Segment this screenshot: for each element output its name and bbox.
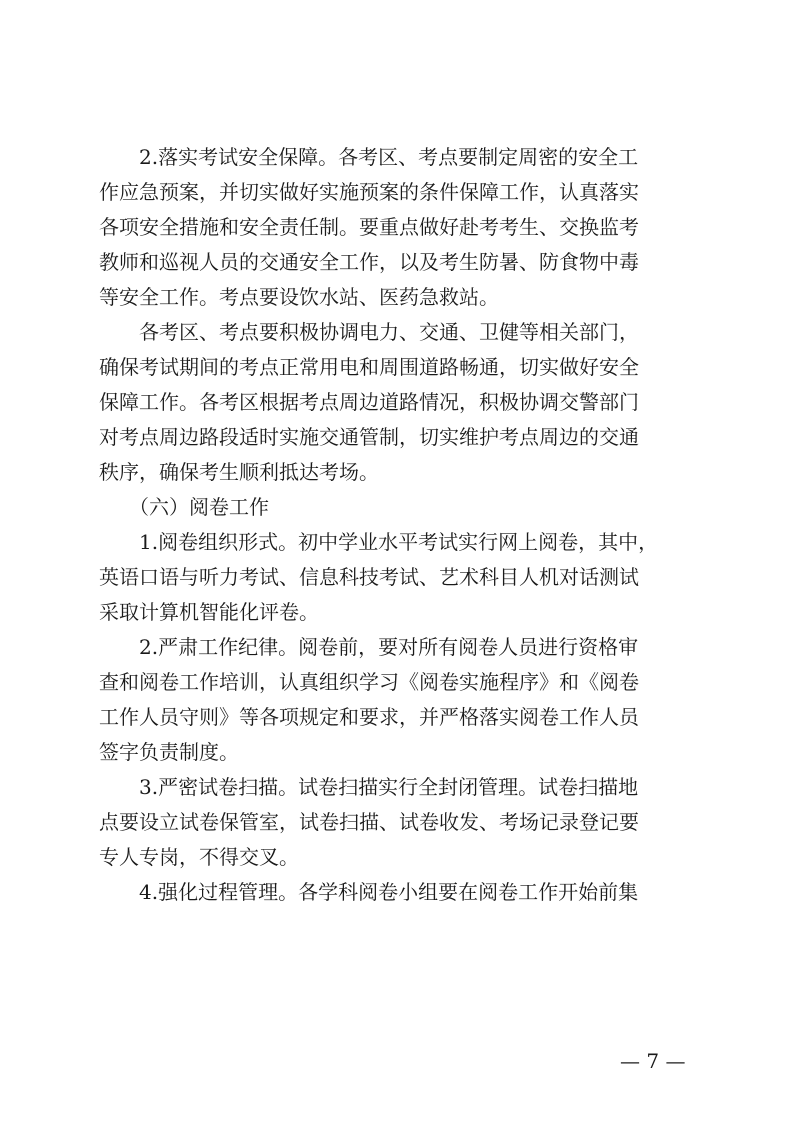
text-line: 2.落实考试安全保障。各考区、考点要制定周密的安全工 bbox=[99, 145, 639, 169]
text-line: 签字负责制度。 bbox=[99, 740, 239, 764]
text-line: 作应急预案，并切实做好实施预案的条件保障工作，认真落实 bbox=[99, 180, 639, 204]
text-line: 查和阅卷工作培训，认真组织学习《阅卷实施程序》和《阅卷 bbox=[99, 670, 639, 694]
text-line: 2.严肃工作纪律。阅卷前，要对所有阅卷人员进行资格审 bbox=[99, 635, 639, 659]
text-line: 英语口语与听力考试、信息科技考试、艺术科目人机对话测试 bbox=[99, 565, 639, 589]
text-line: 采取计算机智能化评卷。 bbox=[99, 600, 319, 624]
text-line: 对考点周边路段适时实施交通管制，切实维护考点周边的交通 bbox=[99, 425, 639, 449]
text-line: 4.强化过程管理。各学科阅卷小组要在阅卷工作开始前集 bbox=[99, 880, 639, 904]
text-line: 秩序，确保考生顺利抵达考场。 bbox=[99, 460, 379, 484]
text-line: 专人专岗，不得交叉。 bbox=[99, 845, 299, 869]
text-line: 点要设立试卷保管室，试卷扫描、试卷收发、考场记录登记要 bbox=[99, 810, 639, 834]
text-line: 工作人员守则》等各项规定和要求，并严格落实阅卷工作人员 bbox=[99, 705, 639, 729]
text-line: 各项安全措施和安全责任制。要重点做好赴考考生、交换监考 bbox=[99, 215, 639, 239]
text-line: 1.阅卷组织形式。初中学业水平考试实行网上阅卷，其中， bbox=[99, 530, 659, 554]
page-number: — 7 — bbox=[620, 1049, 686, 1073]
text-line: 确保考试期间的考点正常用电和周围道路畅通，切实做好安全 bbox=[99, 355, 639, 379]
section-heading: （六）阅卷工作 bbox=[99, 495, 269, 519]
text-line: 3.严密试卷扫描。试卷扫描实行全封闭管理。试卷扫描地 bbox=[99, 775, 639, 799]
text-line: 等安全工作。考点要设饮水站、医药急救站。 bbox=[99, 285, 499, 309]
text-line: 教师和巡视人员的交通安全工作，以及考生防暑、防食物中毒 bbox=[99, 250, 639, 274]
body-text bbox=[99, 140, 689, 910]
text-line: 各考区、考点要积极协调电力、交通、卫健等相关部门， bbox=[99, 320, 639, 344]
text-line: 保障工作。各考区根据考点周边道路情况，积极协调交警部门 bbox=[99, 390, 639, 414]
